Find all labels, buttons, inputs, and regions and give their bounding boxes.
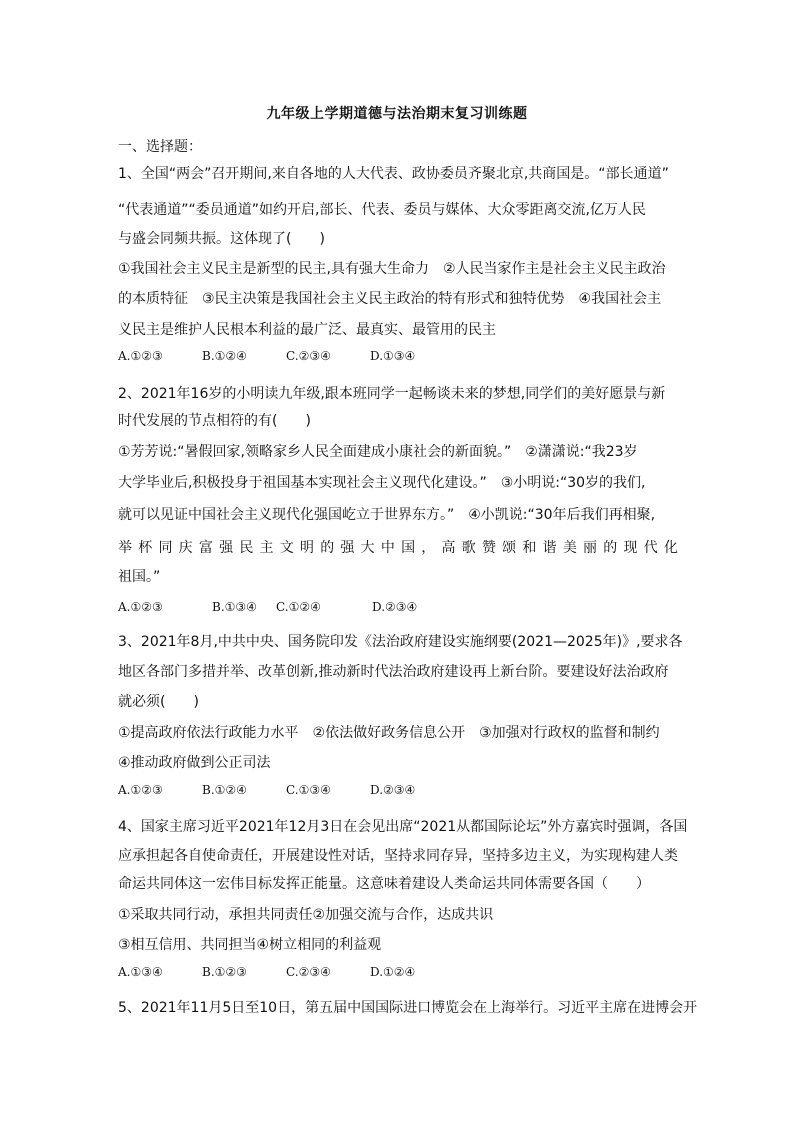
q3-line-1: 3、2021年8月,中共中央、国务院印发《法治政府建设实施纲要(2021—2025年)》,要求各 <box>118 634 683 650</box>
q2-line-7: 祖国。” <box>118 569 161 585</box>
q2-line-6-char: 和 <box>522 540 537 556</box>
q2-line-6-char: 丽 <box>583 540 598 556</box>
q2-line-3: ①芳芳说:“暑假回家,领略家乡人民全面建成小康社会的新面貌。” ②潇潇说:“我23岁 <box>118 444 638 460</box>
q2-line-1: 2、2021年16岁的小明读九年级,跟本班同学一起畅谈未来的梦想,同学们的美好愿景与新 <box>118 386 666 402</box>
q2-line-2: 时代发展的节点相符的有( ) <box>118 413 311 429</box>
q2-line-6-char: 强 <box>340 540 355 556</box>
q2-line-6-char: 颂 <box>502 540 517 556</box>
q4-option-a: A.①③④ <box>118 965 163 979</box>
q2-line-6-char: 民 <box>239 540 254 556</box>
q3-options <box>118 780 415 800</box>
q2-line-4: 大学毕业后,积极投身于祖国基本实现社会主义现代化建设。” ③小明说:“30岁的我们, <box>118 475 646 491</box>
q2-line-6-char: 现 <box>623 540 638 556</box>
q2-option-c: C.①②④ <box>276 600 321 614</box>
q2-line-6-char: 杯 <box>138 540 153 556</box>
q3-line-4: ①提高政府依法行政能力水平 ②依法做好政务信息公开 ③加强对行政权的监督和制约 <box>118 725 660 741</box>
q4-line-1: 4、国家主席习近平2021年12月3日在会见出席“2021从都国际论坛”外方嘉宾时强调，各国 <box>118 819 688 835</box>
q2-line-6-char: 富 <box>198 540 213 556</box>
q1-line-3: 与盛会同频共振。这体现了( ) <box>118 231 325 247</box>
q2-line-6-char: 明 <box>299 540 314 556</box>
q2-line-6-char: 庆 <box>178 540 193 556</box>
q1-option-a: A.①②③ <box>118 349 163 363</box>
q2-option-b: B.①③④ <box>212 600 257 614</box>
q2-line-6-char: 歌 <box>461 540 476 556</box>
q2-line-6-char: 举 <box>118 540 132 556</box>
q2-line-6-char: 谐 <box>542 540 557 556</box>
q2-line-6 <box>118 538 678 558</box>
q3-option-c: C.①③④ <box>286 783 331 797</box>
q2-option-a: A.①②③ <box>118 600 163 614</box>
q4-option-b: B.①②③ <box>202 965 247 979</box>
q2-line-5: 就可以见证中国社会主义现代化强国屹立于世界东方。” ④小凯说:“30年后我们再相聚, <box>118 507 656 523</box>
q2-line-6-char: 大 <box>360 540 375 556</box>
q2-line-6-char: 赞 <box>481 540 496 556</box>
q1-option-c: C.②③④ <box>286 349 331 363</box>
section-heading: 一、选择题： <box>118 139 202 155</box>
q3-line-3: 就必须( ) <box>118 694 199 710</box>
page-title: 九年级上学期道德与法治期末复习训练题 <box>266 106 528 122</box>
q2-line-6-char: 中 <box>380 540 395 556</box>
q1-option-d: D.①③④ <box>370 349 416 363</box>
q2-options <box>118 597 417 617</box>
q2-line-6-char: 同 <box>158 540 173 556</box>
q3-option-a: A.①②③ <box>118 783 163 797</box>
q2-line-6-char: 国 <box>401 540 416 556</box>
q5-line-1: 5、2021年11月5日至10日，第五届中国国际进口博览会在上海举行。习近平主席在进博会开 <box>118 1000 698 1016</box>
q3-line-5: ④推动政府做到公正司法 <box>118 755 271 771</box>
q2-line-6-char: 高 <box>441 540 456 556</box>
q3-line-2: 地区各部门多措并举、改革创新,推动新时代法治政府建设再上新台阶。要建设好法治政府 <box>118 664 669 680</box>
q1-option-b: B.①②④ <box>202 349 247 363</box>
q1-line-6: 义民主是维护人民根本利益的最广泛、最真实、最管用的民主 <box>118 322 496 338</box>
q2-line-6-char: 强 <box>219 540 234 556</box>
q1-line-1: 1、全国“两会”召开期间,来自各地的人大代表、政协委员齐聚北京,共商国是。“部长通道” <box>118 166 669 182</box>
q2-line-6-char: 化 <box>663 540 678 556</box>
q3-option-b: B.①②④ <box>202 783 247 797</box>
q2-line-6-char: 文 <box>279 540 294 556</box>
q4-line-3: 命运共同体这一宏伟目标发挥正能量。这意味着建设人类命运共同体需要各国（ ） <box>118 876 650 892</box>
q3-option-d: D.②③④ <box>370 783 416 797</box>
q1-options <box>118 346 415 366</box>
q2-line-6-char: 的 <box>603 540 618 556</box>
q1-line-5: 的本质特征 ③民主决策是我国社会主义民主政治的特有形式和独特优势 ④我国社会主 <box>118 291 662 307</box>
q4-line-5: ③相互信用、共同担当④树立相同的利益观 <box>118 937 382 953</box>
q2-line-6-char: 的 <box>320 540 335 556</box>
q1-line-2: “代表通道”“委员通道”如约开启,部长、代表、委员与媒体、大众零距离交流,亿万人民 <box>118 202 646 218</box>
q2-line-6-char: 代 <box>643 540 658 556</box>
q1-line-4: ①我国社会主义民主是新型的民主,具有强大生命力 ②人民当家作主是社会主义民主政治 <box>118 261 666 277</box>
q2-option-d: D.②③④ <box>372 600 418 614</box>
q2-line-6-char: 美 <box>562 540 577 556</box>
q4-options <box>118 962 415 982</box>
q2-line-6-char: 主 <box>259 540 274 556</box>
q4-line-2: 应承担起各自使命责任，开展建设性对话，坚持求同存异，坚持多边主义，为实现构建人类 <box>118 848 678 864</box>
q2-line-6-char: ， <box>421 540 436 556</box>
q4-line-4: ①采取共同行动，承担共同责任②加强交流与合作，达成共识 <box>118 907 494 923</box>
q4-option-d: D.①②④ <box>370 965 416 979</box>
q4-option-c: C.②③④ <box>286 965 331 979</box>
